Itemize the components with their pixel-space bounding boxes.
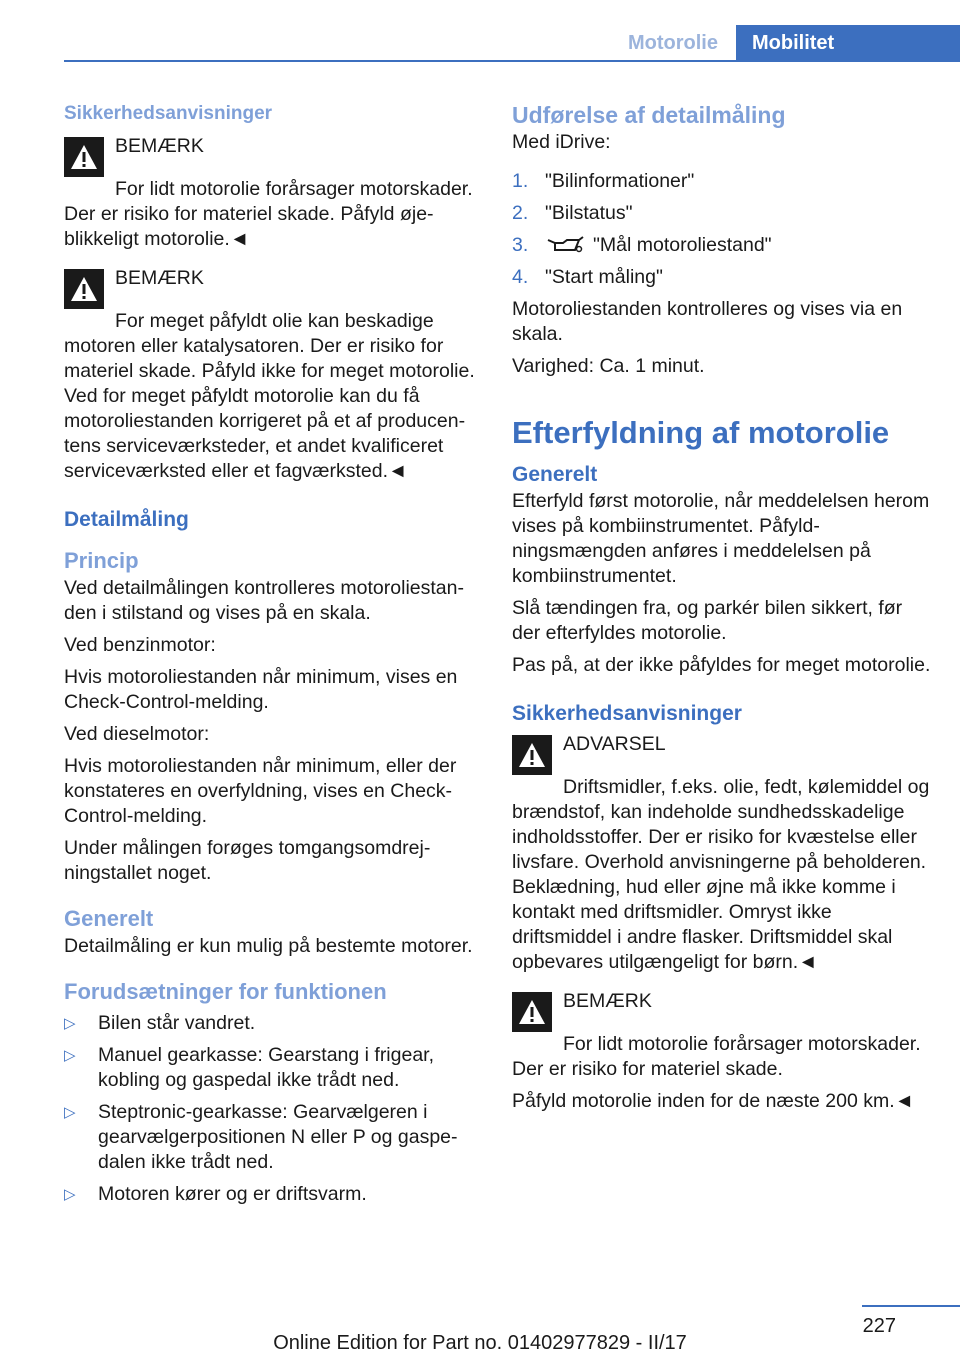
list-item: 1. "Bilinformationer" (512, 170, 695, 192)
page-number-rule (862, 1305, 960, 1307)
warning-box-1 (64, 134, 484, 252)
refill-heading: Efterfyldning af motorolie (512, 415, 890, 450)
exec-heading: Udførelse af detailmåling (512, 102, 786, 128)
warning-box-3 (512, 732, 932, 975)
warning-text: For meget påfyldt olie kan beskadige motoren eller katalysatoren. Der er risiko for materiel skade. Påfyld ikke for meget motorolie. Ved for meget påfyldt motorolie kan du få motoroliestanden korrigeret på et af producentens serviceværksteder, et andet kvalificeret serviceværksted eller et fagværksted.◄ (64, 310, 475, 482)
list-item: ▷ Bilen står vandret. (64, 1012, 256, 1034)
list-item: 4. "Start måling" (512, 266, 663, 288)
principle-paragraph-4: Ved dieselmotor: (64, 723, 210, 745)
warning-box-2 (64, 266, 484, 484)
principle-paragraph-6: Under målingen forøges tomgangsomdrejningstallet noget. (64, 837, 431, 884)
list-item: ▷ Manuel gearkasse: Gearstang i frigear, kobling og gaspedal ikke trådt ned. (64, 1044, 435, 1091)
refill-paragraph-1: Efterfyld først motorolie, når meddelelsen herom vises på kombiinstrumentet. Påfyldningsmængden anføres i meddelelsen på kombiinstrumentet. (512, 490, 930, 587)
footer-edition: Online Edition for Part no. 01402977829 - II/17 (273, 1332, 687, 1354)
detail-heading: Detailmåling (64, 508, 189, 531)
steps-list (512, 169, 932, 290)
left-column (64, 100, 484, 1214)
list-item: 2. "Bilstatus" (512, 202, 633, 224)
tab-mobilitet[interactable]: Mobilitet (736, 25, 960, 61)
triangle-bullet-icon: ▷ (64, 1047, 76, 1064)
warning-title: ADVARSEL (563, 733, 666, 755)
header-tabs (610, 25, 960, 61)
list-item: ▷ Motoren kører og er driftsvarm. (64, 1183, 367, 1205)
refill-paragraph-3: Pas på, at der ikke påfyldes for meget motorolie. (512, 654, 931, 676)
warning-triangle-icon (64, 269, 104, 309)
warning-title: BEMÆRK (115, 135, 204, 157)
list-item: ▷ Steptronic-gearkasse: Gearvælgeren i gearvælgerpositionen N eller P og gaspedalen ikke trådt ned. (64, 1101, 458, 1173)
exec-paragraph-1: Motoroliestanden kontrolleres og vises via en skala. (512, 298, 903, 345)
principle-paragraph-5: Hvis motoroliestanden når minimum, eller der konstateres en overfyldning, vises en Check-Control-melding. (64, 755, 457, 827)
exec-paragraph-2: Varighed: Ca. 1 minut. (512, 355, 705, 377)
triangle-bullet-icon: ▷ (64, 1186, 76, 1203)
page-number: 227 (862, 1315, 896, 1337)
final-paragraph: Påfyld motorolie inden for de næste 200 km.◄ (512, 1090, 914, 1112)
exec-intro: Med iDrive: (512, 131, 611, 153)
prereq-list (64, 1011, 484, 1207)
list-item: 3. "Mål motoroliestand" (512, 234, 772, 256)
principle-heading: Princip (64, 548, 139, 573)
principle-paragraph-3: Hvis motoroliestanden når minimum, vises en Check-Control-melding. (64, 666, 458, 713)
refill-paragraph-2: Slå tændingen fra, og parkér bilen sikkert, før der efterfyldes motorolie. (512, 597, 903, 644)
triangle-bullet-icon: ▷ (64, 1104, 76, 1121)
warning-title: BEMÆRK (563, 990, 652, 1012)
header-rule (64, 60, 960, 62)
principle-paragraph-1: Ved detailmålingen kontrolleres motoroliestanden i stilstand og vises på en skala. (64, 577, 464, 624)
tab-motorolie[interactable]: Motorolie (628, 31, 718, 54)
right-column (512, 100, 932, 1121)
warning-triangle-icon (512, 735, 552, 775)
triangle-bullet-icon: ▷ (64, 1015, 76, 1032)
warning-box-4 (512, 989, 932, 1082)
oil-can-icon (545, 234, 585, 254)
refill-safety-heading: Sikkerhedsanvisninger (512, 702, 742, 725)
warning-triangle-icon (64, 137, 104, 177)
general-paragraph: Detailmåling er kun mulig på bestemte motorer. (64, 935, 473, 957)
warning-triangle-icon (512, 992, 552, 1032)
principle-paragraph-2: Ved benzinmotor: (64, 634, 216, 656)
safety-heading: Sikkerhedsanvisninger (64, 103, 273, 124)
general-heading: Generelt (64, 906, 154, 931)
warning-title: BEMÆRK (115, 267, 204, 289)
warning-text: For lidt motorolie forårsager motorskader. Der er risiko for materiel skade. (512, 1033, 921, 1080)
refill-general-heading: Generelt (512, 463, 598, 486)
prereq-heading: Forudsætninger for funktionen (64, 979, 387, 1004)
warning-text: For lidt motorolie forårsager motorskader. Der er risiko for materiel skade. Påfyld øjeblikkeligt motorolie.◄ (64, 178, 473, 250)
warning-text: Driftsmidler, f.eks. olie, fedt, kølemiddel og brændstof, kan indeholde sundhedsskadelige indholdsstoffer. Der er risiko for kvæstelse eller livsfare. Overhold anvisningerne på beholderen. Beklædning, hud eller øjne må ikke komme i kontakt med driftsmidler. Omryst ikke driftsmiddel i andre flasker. Driftsmiddel skal opbevares utilgængeligt for børn.◄ (512, 776, 930, 973)
